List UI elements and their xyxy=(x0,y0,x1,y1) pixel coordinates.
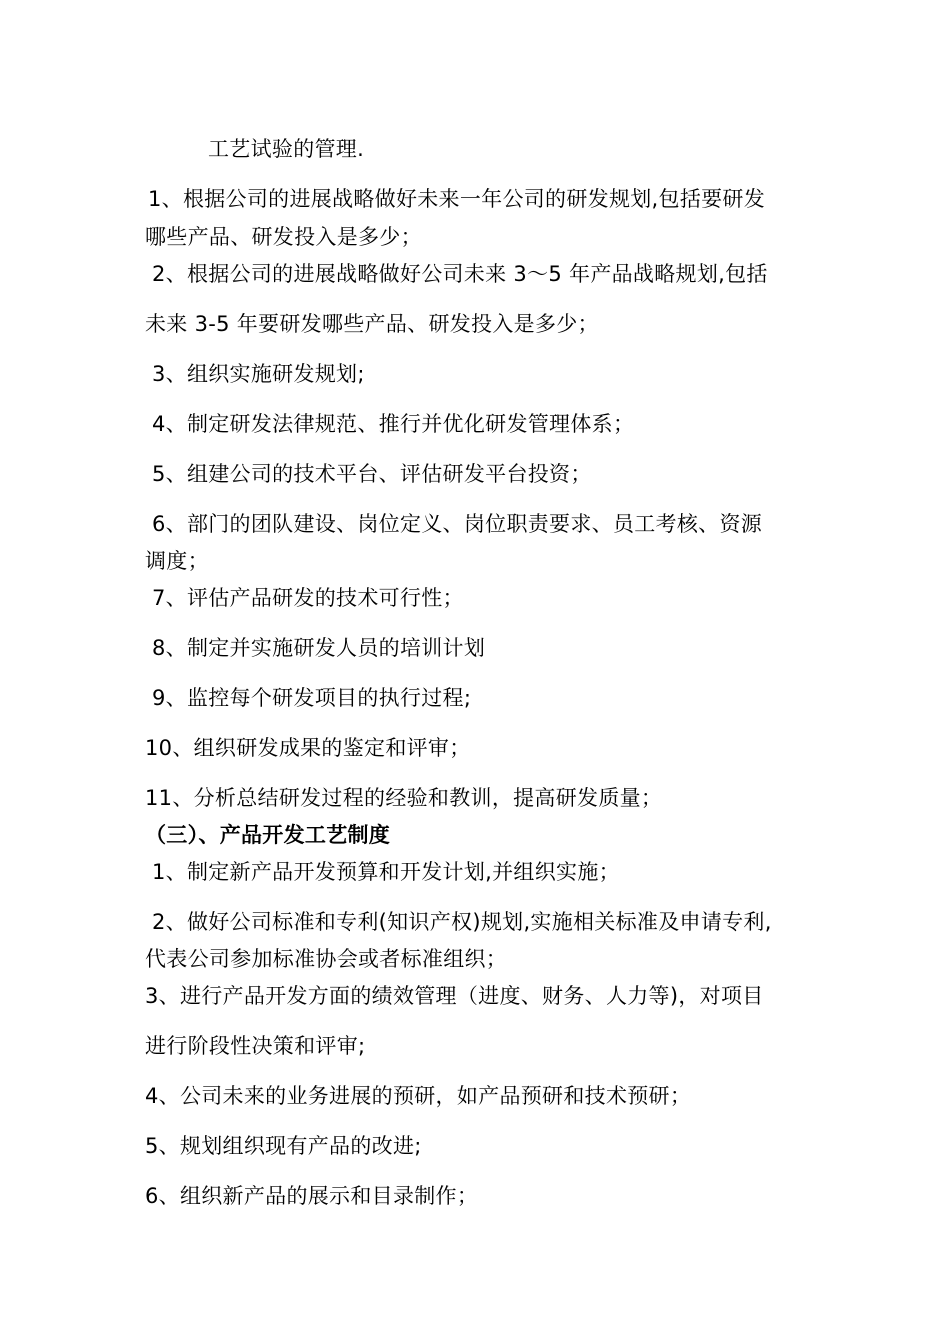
text-line: 2、根据公司的进展战略做好公司未来 3～5 年产品战略规划,包括 xyxy=(152,262,768,286)
text-line: 6、部门的团队建设、岗位定义、岗位职责要求、员工考核、资源 xyxy=(152,512,763,536)
text-line: 8、制定并实施研发人员的培训计划 xyxy=(152,636,486,660)
text-line: 10、组织研发成果的鉴定和评审； xyxy=(145,736,471,760)
text-line: 3、组织实施研发规划; xyxy=(152,362,365,386)
text-line: 5、规划组织现有产品的改进; xyxy=(145,1134,422,1158)
heading-line: 工艺试验的管理. xyxy=(208,137,365,161)
text-line: 进行阶段性决策和评审; xyxy=(145,1034,366,1058)
text-line: 哪些产品、研发投入是多少； xyxy=(145,225,422,249)
text-line: 1、根据公司的进展战略做好未来一年公司的研发规划,包括要研发 xyxy=(148,187,766,211)
text-line: 9、监控每个研发项目的执行过程; xyxy=(152,686,472,710)
text-line: 1、制定新产品开发预算和开发计划,并组织实施； xyxy=(152,860,620,884)
text-line: 4、公司未来的业务进展的预研，如产品预研和技术预研； xyxy=(145,1084,692,1108)
text-line: 11、分析总结研发过程的经验和教训，提高研发质量； xyxy=(145,786,663,810)
text-line: 代表公司参加标准协会或者标准组织； xyxy=(145,947,508,971)
text-line: 6、组织新产品的展示和目录制作； xyxy=(145,1184,479,1208)
text-line: 未来 3-5 年要研发哪些产品、研发投入是多少； xyxy=(145,312,599,336)
text-line: 2、做好公司标准和专利(知识产权)规划,实施相关标准及申请专利, xyxy=(152,910,772,934)
text-line: 4、制定研发法律规范、推行并优化研发管理体系； xyxy=(152,412,635,436)
text-line: 3、进行产品开发方面的绩效管理（进度、财务、人力等)，对项目 xyxy=(145,984,764,1008)
text-line: 7、评估产品研发的技术可行性； xyxy=(152,586,464,610)
text-line: 5、组建公司的技术平台、评估研发平台投资； xyxy=(152,462,592,486)
text-line: 调度； xyxy=(145,549,209,573)
section-title: （三）、产品开发工艺制度 xyxy=(145,823,391,847)
